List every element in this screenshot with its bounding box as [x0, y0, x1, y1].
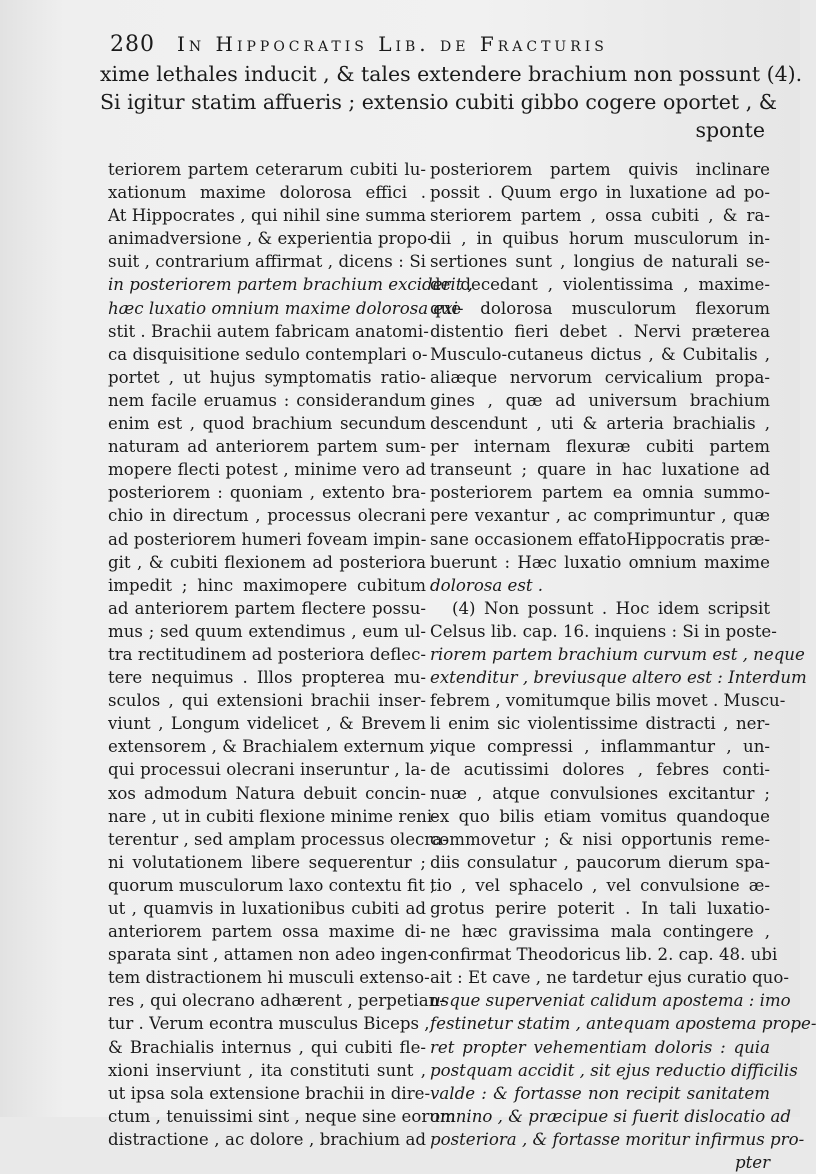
- text-line: sculos , qui extensioni brachii inser-: [108, 691, 426, 711]
- text-line: possit . Quum ergo in luxatione ad po-: [430, 183, 770, 203]
- running-title: In Hippocratis Lib. de Fracturis: [177, 32, 608, 56]
- text-line: distractione , ac dolore , brachium ad: [108, 1129, 426, 1149]
- text-line: commovetur ; & nisi opportunis reme-: [430, 829, 770, 849]
- text-line: steriorem partem , ossa cubiti , & ra-: [430, 206, 770, 226]
- text-line: Celsus lib. cap. 16. inquiens : Si in poste-: [430, 621, 777, 641]
- text-line: ut , quamvis in luxationibus cubiti ad: [108, 899, 426, 918]
- text-line: res , qui olecrano adhærent , perpetian-: [108, 991, 445, 1011]
- text-line: tio , vel sphacelo , vel convulsione æ-: [430, 875, 770, 895]
- text-line: in posteriorem partem brachium exciderit ,: [108, 275, 473, 295]
- text-line: omnino , & præcipue si fuerit dislocatio ad: [430, 1106, 792, 1126]
- text-line: ctum , tenuissimi sint , neque sine eorum: [108, 1106, 456, 1126]
- text-line: quorum musculorum laxo contextu fit ,: [108, 875, 436, 895]
- text-line: festinetur statim , antequam apostema prope-: [430, 1014, 816, 1034]
- text-line: posteriorem partem ea omnia summo-: [430, 483, 770, 503]
- text-line: dolorosa est .: [430, 575, 544, 595]
- text-line: terentur , sed amplam processus olecra-: [108, 829, 448, 849]
- text-line: mus ; sed quum extendimus , eum ul-: [108, 621, 426, 641]
- text-line: suit , contrarium affirmat , dicens : Si: [108, 252, 426, 272]
- text-line: aliæque nervorum cervicalium propa-: [430, 367, 770, 387]
- text-line: diis consulatur , paucorum dierum spa-: [430, 852, 770, 872]
- text-line: ut ipsa sola extensione brachii in dire-: [108, 1083, 431, 1103]
- text-line: transeunt ; quare in hac luxatione ad: [430, 460, 770, 480]
- right-column: [430, 158, 816, 1174]
- text-line: ad anteriorem partem flectere possu-: [108, 598, 426, 618]
- text-line: stit . Brachii autem fabricam anatomi-: [108, 321, 429, 341]
- text-line: vique compressi , inflammantur , un-: [430, 737, 770, 757]
- text-line: ne hæc gravissima mala contingere ,: [430, 922, 770, 942]
- text-line: riorem partem brachium curvum est , neque: [430, 644, 805, 664]
- text-line: ni volutationem libere sequerentur ;: [108, 852, 426, 872]
- left-column: [108, 158, 473, 1151]
- text-line: de acutissimi dolores , febres conti-: [430, 760, 770, 780]
- text-line: ex quo bilis etiam vomitus quandoque: [430, 806, 770, 826]
- text-line: descendunt , uti & arteria brachialis ,: [430, 414, 770, 434]
- text-line: sparata sint , attamen non adeo ingen-: [108, 945, 434, 965]
- text-line: li enim sic violentissime distracti , ner-: [430, 714, 770, 734]
- text-line: posteriorem : quoniam , extento bra-: [108, 483, 426, 503]
- text-line: confirmat Theodoricus lib. 2. cap. 48. ubi: [430, 945, 778, 965]
- page-header: [110, 32, 790, 57]
- text-line: naturam ad anteriorem partem sum-: [108, 437, 426, 457]
- text-line: que dolorosa musculorum flexorum: [430, 298, 770, 318]
- text-line: mopere flecti potest , minime vero ad: [108, 460, 426, 480]
- text-line: dii , in quibus horum musculorum in-: [430, 229, 770, 249]
- text-line: grotus perire poterit . In tali luxatio-: [430, 899, 770, 918]
- text-line: usque superveniat calidum apostema : imo: [430, 991, 791, 1011]
- text-line: tem distractionem hi musculi extenso-: [108, 968, 430, 988]
- text-line: nuæ , atque convulsiones excitantur ;: [430, 783, 770, 803]
- text-line: nem facile eruamus : considerandum: [108, 390, 426, 410]
- text-line: posteriorem partem quivis inclinare: [430, 160, 770, 179]
- text-line: buerunt : Hæc luxatio omnium maxime: [430, 552, 770, 572]
- text-line: sertiones sunt , longius de naturali se-: [430, 252, 770, 272]
- text-line: ait : Et cave , ne tardetur ejus curatio quo-: [430, 968, 789, 988]
- text-line: ret propter vehementiam doloris : quia: [430, 1037, 770, 1057]
- text-line: teriorem partem ceterarum cubiti lu-: [108, 160, 426, 179]
- text-line: git , & cubiti flexionem ad posteriora: [108, 552, 426, 572]
- text-line: At Hippocrates , qui nihil sine summa: [108, 206, 426, 226]
- text-line: ad posteriorem humeri foveam impin-: [108, 529, 427, 549]
- text-line: de decedant , violentissima , maxime-: [430, 275, 770, 295]
- text-line: xime lethales inducit , & tales extendere brachium non possunt (4).: [100, 62, 803, 86]
- page-number: 280: [110, 32, 155, 57]
- text-line: posteriora , & fortasse moritur infirmus pro-: [430, 1129, 805, 1149]
- text-line: Si igitur statim affueris ; extensio cubiti gibbo cogere oportet , &: [100, 90, 777, 114]
- text-line: distentio fieri debet . Nervi præterea: [430, 321, 770, 341]
- text-line: extenditur , breviusque altero est : Interdum: [430, 668, 807, 688]
- text-line: pter: [734, 1153, 770, 1173]
- text-line: ca disquisitione sedulo contemplari o-: [108, 344, 428, 364]
- text-line: qui processui olecrani inseruntur , la-: [108, 760, 426, 780]
- text-line: xos admodum Natura debuit concin-: [108, 783, 426, 803]
- text-line: gines , quæ ad universum brachium: [430, 390, 770, 410]
- text-line: valde : & fortasse non recipit sanitatem: [430, 1083, 770, 1103]
- text-line: extensorem , & Brachialem externum ,: [108, 737, 435, 757]
- text-line: (4) Non possunt . Hoc idem scripsit: [452, 598, 770, 618]
- text-line: tere nequimus . Illos propterea mu-: [108, 668, 426, 688]
- text-line: febrem , vomitumque bilis movet . Muscu-: [430, 691, 786, 711]
- text-line: portet , ut hujus symptomatis ratio-: [108, 367, 426, 387]
- text-line: nare , ut in cubiti flexione minime reni-: [108, 806, 438, 826]
- text-line: postquam accidit , sit ejus reductio difficilis: [430, 1060, 798, 1080]
- text-line: animadversione , & experientia propo-: [108, 229, 433, 249]
- text-line: xationum maxime dolorosa effici .: [108, 183, 426, 203]
- text-line: anteriorem partem ossa maxime di-: [108, 922, 426, 942]
- text-line: viunt , Longum videlicet , & Brevem: [108, 714, 426, 734]
- text-line: chio in directum , processus olecrani: [108, 506, 426, 526]
- text-line: impedit ; hinc maximopere cubitum: [108, 575, 426, 595]
- text-line: xioni inserviunt , ita constituti sunt ,: [108, 1060, 426, 1080]
- text-line: tra rectitudinem ad posteriora deflec-: [108, 644, 426, 664]
- text-line: sane occasionem effatoHippocratis præ-: [430, 529, 770, 549]
- text-line: tur . Verum econtra musculus Biceps ,: [108, 1014, 430, 1034]
- text-line: per internam flexuræ cubiti partem: [430, 437, 770, 457]
- text-line: sponte: [695, 118, 765, 142]
- text-line: hæc luxatio omnium maxime dolorosa exi-: [108, 298, 464, 318]
- text-line: enim est , quod brachium secundum: [108, 414, 426, 434]
- text-line: & Brachialis internus , qui cubiti fle-: [108, 1037, 426, 1057]
- intro-paragraph: [100, 60, 803, 144]
- text-line: Musculo-cutaneus dictus , & Cubitalis ,: [430, 344, 770, 364]
- text-line: pere vexantur , ac comprimuntur , quæ: [430, 506, 770, 526]
